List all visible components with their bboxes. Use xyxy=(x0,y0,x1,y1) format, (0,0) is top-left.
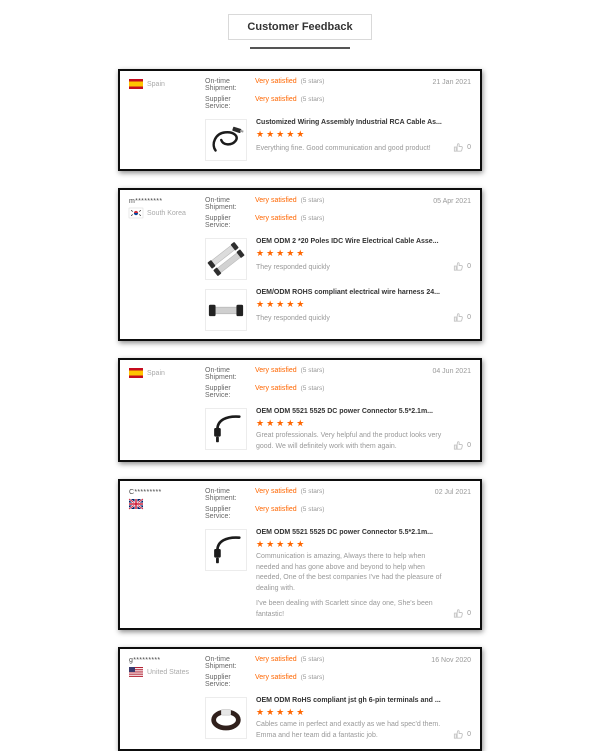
product-title-link[interactable]: OEM ODM 2 *20 Poles IDC Wire Electrical Cable Asse... xyxy=(256,238,439,245)
stars-note: (5 stars) xyxy=(300,197,325,204)
feedback-card xyxy=(118,69,482,171)
dc-connector-image xyxy=(207,410,245,448)
product-title-link[interactable]: OEM ODM 5521 5525 DC power Connector 5.5*2.1m... xyxy=(256,408,434,415)
review-text: They responded quickly xyxy=(256,263,330,271)
like-count: 0 xyxy=(467,442,471,449)
review-text: Everything fine. Good communication and good product! xyxy=(256,144,431,152)
supplier-service-label: Supplier Service: xyxy=(205,385,231,399)
reviewer-info xyxy=(129,367,205,452)
reviewer-username: g********* xyxy=(129,657,161,664)
thumbs-up-icon xyxy=(453,261,464,272)
product-review-row xyxy=(205,119,471,161)
product-thumbnail[interactable] xyxy=(205,238,247,280)
customer-feedback-header xyxy=(0,0,600,49)
review-text: Great professionals. Very helpful and the product looks very good. We will definitely work with them again. xyxy=(256,432,442,450)
supplier-service-label: Supplier Service: xyxy=(205,215,231,229)
rating-meta xyxy=(205,656,471,692)
stars-note: (5 stars) xyxy=(300,385,325,392)
feedback-card xyxy=(118,188,482,341)
review-paragraph: Communication is amazing, Always there to help when needed and has gone above and beyond to help when needed, One of the best companies I've had the pleasure of dealing with. xyxy=(256,553,442,592)
product-title-link[interactable]: OEM ODM RoHS compliant jst gh 6-pin terminals and ... xyxy=(256,697,441,704)
feedback-list xyxy=(118,69,482,751)
review-text: Cables came in perfect and exactly as we had spec'd them. Emma and her team did a fantastic job. xyxy=(256,721,441,739)
on-time-label: On-time Shipment: xyxy=(205,367,237,381)
feedback-card xyxy=(118,647,482,751)
on-time-value: Very satisfied xyxy=(255,367,297,374)
flag-south-korea-icon xyxy=(129,208,143,218)
product-review-row xyxy=(205,289,471,331)
like-count: 0 xyxy=(467,314,471,321)
supplier-service-label: Supplier Service: xyxy=(205,674,231,688)
reviewer-country xyxy=(129,667,205,677)
tab-customer-feedback[interactable]: Customer Feedback xyxy=(228,14,371,40)
rating-meta xyxy=(205,197,471,233)
product-review-row xyxy=(205,408,471,452)
country-name: Spain xyxy=(147,80,165,88)
supplier-service-value: Very satisfied xyxy=(255,96,297,103)
flag-united-states-icon xyxy=(129,667,143,677)
stars-note: (5 stars) xyxy=(300,506,325,513)
thumbs-up-icon xyxy=(453,440,464,451)
product-thumbnail[interactable] xyxy=(205,408,247,450)
review-date: 21 Jan 2021 xyxy=(432,79,471,86)
on-time-label: On-time Shipment: xyxy=(205,656,237,670)
stars-note: (5 stars) xyxy=(300,488,325,495)
rating-meta xyxy=(205,367,471,403)
reviewer-country xyxy=(129,208,205,218)
rating-meta xyxy=(205,488,471,524)
country-name: Spain xyxy=(147,369,165,377)
on-time-value: Very satisfied xyxy=(255,488,297,495)
thumbs-up-icon xyxy=(453,729,464,740)
supplier-service-value: Very satisfied xyxy=(255,385,297,392)
product-thumbnail[interactable] xyxy=(205,529,247,571)
helpful-button[interactable] xyxy=(453,261,471,273)
star-rating: ★★★★★ xyxy=(256,418,307,428)
reviewer-username: C********* xyxy=(129,489,162,496)
review-date: 02 Jul 2021 xyxy=(434,489,471,496)
star-rating: ★★★★★ xyxy=(256,707,307,717)
reviewer-info xyxy=(129,488,205,620)
thumbs-up-icon xyxy=(453,608,464,619)
feedback-card xyxy=(118,479,482,630)
stars-note: (5 stars) xyxy=(300,674,325,681)
header-underline xyxy=(250,47,350,49)
helpful-button[interactable] xyxy=(453,312,471,324)
reviewer-info xyxy=(129,197,205,331)
supplier-service-label: Supplier Service: xyxy=(205,96,231,110)
wire-harness-image xyxy=(207,291,245,329)
on-time-label: On-time Shipment: xyxy=(205,78,237,92)
stars-note: (5 stars) xyxy=(300,367,325,374)
supplier-service-value: Very satisfied xyxy=(255,674,297,681)
flag-spain-icon xyxy=(129,368,143,378)
on-time-value: Very satisfied xyxy=(255,656,297,663)
star-rating: ★★★★★ xyxy=(256,129,307,139)
helpful-button[interactable] xyxy=(453,142,471,154)
reviewer-username: m********* xyxy=(129,198,163,205)
helpful-button[interactable] xyxy=(453,608,471,620)
flag-spain-icon xyxy=(129,79,143,89)
product-thumbnail[interactable] xyxy=(205,697,247,739)
star-rating: ★★★★★ xyxy=(256,248,307,258)
product-review-row xyxy=(205,697,471,741)
stars-note: (5 stars) xyxy=(300,215,325,222)
like-count: 0 xyxy=(467,263,471,270)
product-thumbnail[interactable] xyxy=(205,289,247,331)
review-text xyxy=(256,552,445,620)
flag-united-kingdom-icon xyxy=(129,499,143,509)
like-count: 0 xyxy=(467,144,471,151)
reviewer-country xyxy=(129,79,205,89)
product-review-row xyxy=(205,529,471,620)
rating-meta xyxy=(205,78,471,114)
supplier-service-value: Very satisfied xyxy=(255,215,297,222)
idc-ribbon-cables-image xyxy=(207,240,245,278)
on-time-value: Very satisfied xyxy=(255,197,297,204)
review-date: 16 Nov 2020 xyxy=(431,657,471,664)
dc-connector-image xyxy=(207,531,245,569)
product-title-link[interactable]: Customized Wiring Assembly Industrial RCA Cable As... xyxy=(256,119,442,126)
review-paragraph: I've been dealing with Scarlett since day one, She's been fantastic! xyxy=(256,600,433,618)
reviewer-info xyxy=(129,78,205,161)
reviewer-info xyxy=(129,656,205,741)
country-name: United States xyxy=(147,668,190,676)
review-date: 05 Apr 2021 xyxy=(433,198,471,205)
star-rating: ★★★★★ xyxy=(256,539,307,549)
on-time-value: Very satisfied xyxy=(255,78,297,85)
stars-note: (5 stars) xyxy=(300,656,325,663)
stars-note: (5 stars) xyxy=(300,78,325,85)
helpful-button[interactable] xyxy=(453,729,471,741)
product-title-link[interactable]: OEM ODM 5521 5525 DC power Connector 5.5*2.1m... xyxy=(256,529,434,536)
like-count: 0 xyxy=(467,731,471,738)
product-thumbnail[interactable] xyxy=(205,119,247,161)
product-review-row xyxy=(205,238,471,280)
country-name: South Korea xyxy=(147,209,186,217)
supplier-service-value: Very satisfied xyxy=(255,506,297,513)
review-text: They responded quickly xyxy=(256,314,330,322)
on-time-label: On-time Shipment: xyxy=(205,488,237,502)
thumbs-up-icon xyxy=(453,312,464,323)
like-count: 0 xyxy=(467,610,471,617)
product-title-link[interactable]: OEM/ODM ROHS compliant electrical wire harness 24... xyxy=(256,289,441,296)
stars-note: (5 stars) xyxy=(300,96,325,103)
feedback-card xyxy=(118,358,482,462)
reviewer-country xyxy=(129,368,205,378)
helpful-button[interactable] xyxy=(453,440,471,452)
supplier-service-label: Supplier Service: xyxy=(205,506,231,520)
rca-cable-image xyxy=(207,121,245,159)
review-date: 04 Jun 2021 xyxy=(432,368,471,375)
thumbs-up-icon xyxy=(453,142,464,153)
coiled-cable-image xyxy=(207,699,245,737)
star-rating: ★★★★★ xyxy=(256,299,307,309)
on-time-label: On-time Shipment: xyxy=(205,197,237,211)
reviewer-country xyxy=(129,499,205,509)
